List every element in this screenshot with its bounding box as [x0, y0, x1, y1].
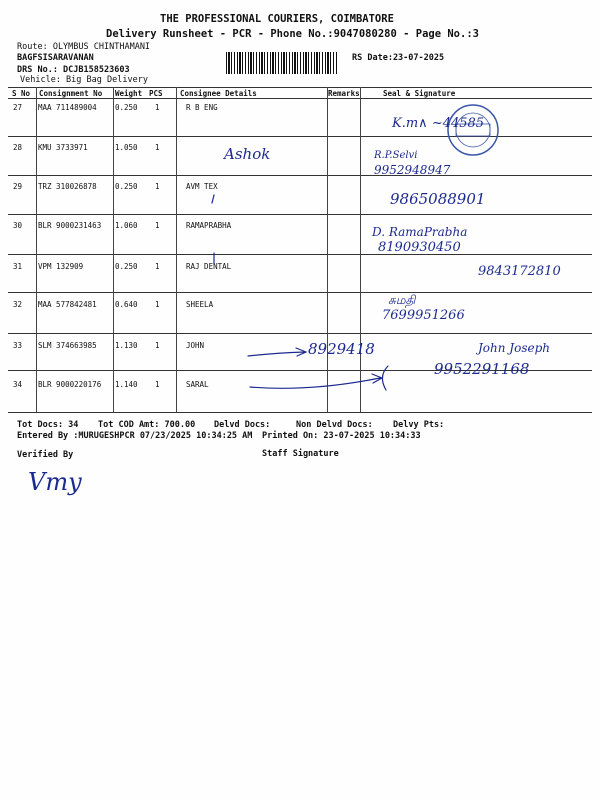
row-consignment: KMU 3733971 — [38, 143, 88, 152]
col-header-consignee: Consignee Details — [180, 89, 257, 98]
col-header-sno: S No — [12, 89, 31, 98]
non-delivered-docs: Non Delvd Docs: — [296, 420, 373, 430]
drs-number: DRS No.: DCJB158523603 — [17, 65, 130, 75]
row-consignee: SARAL — [186, 380, 209, 389]
handwriting-row-32-name: சுமதி — [388, 293, 416, 307]
printed-on: Printed On: 23-07-2025 10:34:33 — [262, 431, 421, 441]
row-consignee: JOHN — [186, 341, 205, 350]
delivered-docs: Delvd Docs: — [214, 420, 271, 430]
verified-by-label: Verified By — [17, 450, 74, 460]
handwriting-row-28-phone: 9952948947 — [374, 163, 451, 177]
col-header-pcs: PCS — [149, 89, 163, 98]
row-weight: 1.140 — [115, 380, 138, 389]
row-consignment: VPM 132909 — [38, 262, 84, 271]
row-weight: 0.640 — [115, 300, 138, 309]
verified-signature: Vmy — [28, 468, 82, 496]
tick-row-29 — [212, 195, 214, 203]
row-weight: 1.050 — [115, 143, 138, 152]
handwriting-row-27: K.m∧ ~44585 — [392, 116, 485, 131]
row-pcs: 1 — [155, 221, 160, 230]
row-consignment: BLR 9000220176 — [38, 380, 102, 389]
row-consignment: BLR 9000231463 — [38, 221, 102, 230]
row-consignee: SHEELA — [186, 300, 214, 309]
company-title: THE PROFESSIONAL COURIERS, COIMBATORE — [160, 13, 394, 25]
row-sno: 32 — [13, 300, 23, 309]
row-sno: 29 — [13, 182, 23, 191]
bracket-row-34 — [382, 366, 388, 390]
col-header-seal: Seal & Signature — [383, 89, 456, 98]
row-pcs: 1 — [155, 262, 160, 271]
handwriting-row-31: 9843172810 — [478, 264, 561, 279]
row-consignment: TRZ 310026878 — [38, 182, 97, 191]
row-pcs: 1 — [155, 182, 160, 191]
row-consignee: R B ENG — [186, 103, 218, 112]
row-pcs: 1 — [155, 341, 160, 350]
row-pcs: 1 — [155, 380, 160, 389]
handwriting-row-30-phone: 8190930450 — [378, 240, 461, 255]
handwriting-row-33-number: 8929418 — [308, 340, 375, 358]
row-consignee: RAMAPRABHA — [186, 221, 232, 230]
row-sno: 33 — [13, 341, 23, 350]
row-pcs: 1 — [155, 103, 160, 112]
staff-label: BAGFSISARAVANAN — [17, 53, 94, 63]
delivery-points: Delvy Pts: — [393, 420, 445, 430]
row-sno: 34 — [13, 380, 23, 389]
row-weight: 0.250 — [115, 262, 138, 271]
row-sno: 31 — [13, 262, 23, 271]
row-pcs: 1 — [155, 143, 160, 152]
row-pcs: 1 — [155, 300, 160, 309]
total-docs: Tot Docs: 34 — [17, 420, 79, 430]
handwriting-row-34: 9952291168 — [434, 360, 530, 378]
row-weight: 0.250 — [115, 182, 138, 191]
handwriting-row-28-sign: R.P.Selvi — [374, 150, 418, 161]
row-consignee: RAJ DENTAL — [186, 262, 232, 271]
handwriting-row-29: 9865088901 — [390, 190, 486, 208]
handwriting-row-33-name: John Joseph — [478, 341, 551, 355]
row-consignment: MAA 577842481 — [38, 300, 97, 309]
arrow-row-34 — [250, 374, 382, 388]
col-header-weight: Weight — [115, 89, 143, 98]
row-consignee: AVM TEX — [186, 182, 218, 191]
total-cod-amount: Tot COD Amt: 700.00 — [98, 420, 196, 430]
row-weight: 1.060 — [115, 221, 138, 230]
arrow-row-33 — [248, 348, 306, 356]
runsheet-title: Delivery Runsheet - PCR - Phone No.:9047080280 - Page No.:3 — [106, 28, 479, 40]
rs-date: RS Date:23-07-2025 — [352, 53, 445, 63]
row-weight: 1.130 — [115, 341, 138, 350]
route-label: Route: OLYMBUS CHINTHAMANI — [17, 42, 151, 52]
row-consignment: MAA 711489004 — [38, 103, 97, 112]
vehicle-label: Vehicle: Big Bag Delivery — [20, 75, 148, 85]
row-weight: 0.250 — [115, 103, 138, 112]
col-header-consignment: Consignment No — [39, 89, 103, 98]
entered-by: Entered By :MURUGESHPCR 07/23/2025 10:34:25 AM — [17, 431, 253, 441]
handwriting-row-28-name: Ashok — [224, 145, 271, 163]
row-consignment: SLM 374663985 — [38, 341, 97, 350]
staff-signature-label: Staff Signature — [262, 449, 339, 459]
row-sno: 28 — [13, 143, 23, 152]
row-sno: 27 — [13, 103, 23, 112]
col-header-remarks: Remarks — [328, 89, 360, 98]
handwriting-row-30-name: D. RamaPrabha — [372, 225, 468, 239]
handwriting-row-32-phone: 7699951266 — [382, 308, 465, 323]
row-sno: 30 — [13, 221, 23, 230]
